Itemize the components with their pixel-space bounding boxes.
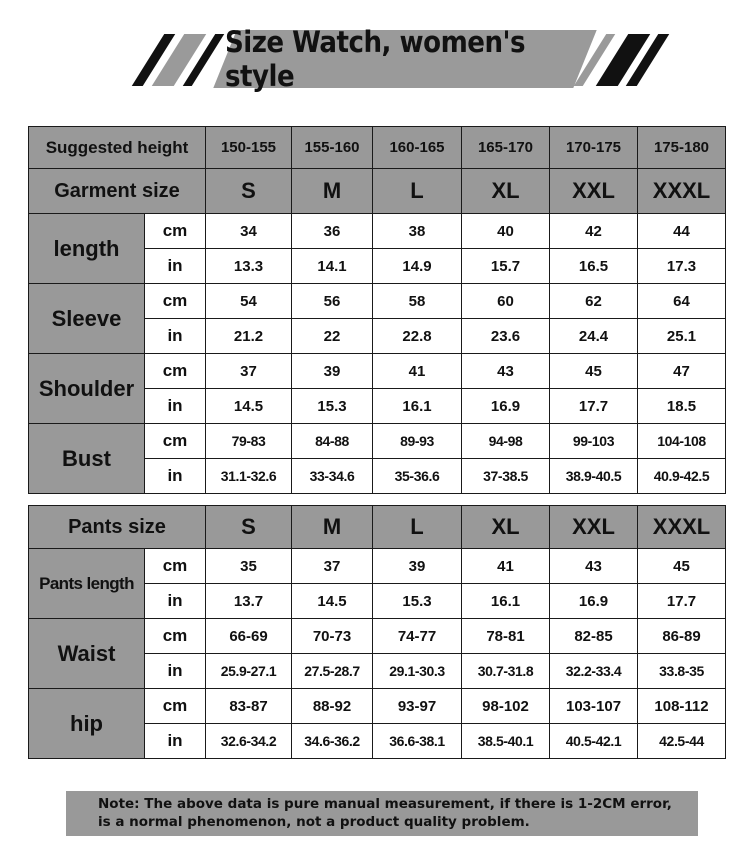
value-cell-cm: 79-83 <box>206 424 292 459</box>
value-cell-in: 34.6-36.2 <box>292 724 373 759</box>
value-cell-cm: 41 <box>462 549 550 584</box>
height-cell: 155-160 <box>292 127 373 169</box>
value-cell-in: 37-38.5 <box>462 459 550 494</box>
size-cell: XXXL <box>638 506 726 549</box>
value-cell-cm: 43 <box>550 549 638 584</box>
value-cell-cm: 108-112 <box>638 689 726 724</box>
value-cell-in: 16.1 <box>373 389 462 424</box>
size-cell: XL <box>462 506 550 549</box>
unit-label-cm: cm <box>145 549 206 584</box>
size-cell: L <box>373 169 462 214</box>
value-cell-cm: 44 <box>638 214 726 249</box>
value-cell-in: 17.7 <box>550 389 638 424</box>
measurement-row-cm <box>29 549 726 584</box>
value-cell-cm: 93-97 <box>373 689 462 724</box>
value-cell-cm: 58 <box>373 284 462 319</box>
header-banner <box>0 0 750 100</box>
value-cell-cm: 86-89 <box>638 619 726 654</box>
category-label: Bust <box>29 424 145 494</box>
value-cell-cm: 84-88 <box>292 424 373 459</box>
value-cell-in: 42.5-44 <box>638 724 726 759</box>
value-cell-cm: 83-87 <box>206 689 292 724</box>
unit-label-cm: cm <box>145 214 206 249</box>
value-cell-in: 13.3 <box>206 249 292 284</box>
value-cell-in: 18.5 <box>638 389 726 424</box>
value-cell-in: 16.9 <box>550 584 638 619</box>
size-cell: M <box>292 506 373 549</box>
unit-label-cm: cm <box>145 619 206 654</box>
value-cell-in: 33.8-35 <box>638 654 726 689</box>
value-cell-cm: 60 <box>462 284 550 319</box>
unit-label-in: in <box>145 724 206 759</box>
value-cell-in: 21.2 <box>206 319 292 354</box>
value-cell-cm: 94-98 <box>462 424 550 459</box>
value-cell-cm: 37 <box>292 549 373 584</box>
value-cell-cm: 36 <box>292 214 373 249</box>
suggested-height-label: Suggested height <box>29 127 206 169</box>
size-cell: XXXL <box>638 169 726 214</box>
value-cell-in: 27.5-28.7 <box>292 654 373 689</box>
value-cell-in: 15.7 <box>462 249 550 284</box>
value-cell-cm: 39 <box>292 354 373 389</box>
value-cell-in: 38.5-40.1 <box>462 724 550 759</box>
value-cell-cm: 42 <box>550 214 638 249</box>
value-cell-in: 23.6 <box>462 319 550 354</box>
value-cell-cm: 41 <box>373 354 462 389</box>
unit-label-in: in <box>145 459 206 494</box>
height-cell: 150-155 <box>206 127 292 169</box>
pants-size-table <box>28 505 726 759</box>
size-cell: S <box>206 506 292 549</box>
value-cell-cm: 64 <box>638 284 726 319</box>
value-cell-cm: 104-108 <box>638 424 726 459</box>
measurement-row-cm <box>29 214 726 249</box>
value-cell-cm: 70-73 <box>292 619 373 654</box>
measurement-row-cm <box>29 619 726 654</box>
category-label: Waist <box>29 619 145 689</box>
value-cell-cm: 35 <box>206 549 292 584</box>
page-title: Size Watch, women's style <box>225 25 526 93</box>
value-cell-in: 15.3 <box>292 389 373 424</box>
value-cell-cm: 78-81 <box>462 619 550 654</box>
value-cell-in: 14.5 <box>292 584 373 619</box>
value-cell-cm: 89-93 <box>373 424 462 459</box>
unit-label-in: in <box>145 654 206 689</box>
value-cell-cm: 82-85 <box>550 619 638 654</box>
value-cell-cm: 54 <box>206 284 292 319</box>
value-cell-in: 14.9 <box>373 249 462 284</box>
suggested-height-row <box>29 127 726 169</box>
value-cell-cm: 99-103 <box>550 424 638 459</box>
size-cell: XXL <box>550 169 638 214</box>
value-cell-cm: 38 <box>373 214 462 249</box>
unit-label-cm: cm <box>145 689 206 724</box>
measurement-row-cm <box>29 354 726 389</box>
value-cell-in: 17.7 <box>638 584 726 619</box>
value-cell-cm: 34 <box>206 214 292 249</box>
value-cell-cm: 62 <box>550 284 638 319</box>
garment-size-table <box>28 126 726 494</box>
value-cell-in: 16.5 <box>550 249 638 284</box>
value-cell-in: 13.7 <box>206 584 292 619</box>
category-label: Pants length <box>29 549 145 619</box>
value-cell-cm: 37 <box>206 354 292 389</box>
value-cell-cm: 39 <box>373 549 462 584</box>
value-cell-in: 40.9-42.5 <box>638 459 726 494</box>
measurement-row-cm <box>29 424 726 459</box>
value-cell-cm: 103-107 <box>550 689 638 724</box>
value-cell-cm: 56 <box>292 284 373 319</box>
value-cell-cm: 98-102 <box>462 689 550 724</box>
unit-label-cm: cm <box>145 424 206 459</box>
value-cell-in: 25.9-27.1 <box>206 654 292 689</box>
value-cell-in: 15.3 <box>373 584 462 619</box>
value-cell-cm: 74-77 <box>373 619 462 654</box>
bottom-table-body <box>29 549 726 759</box>
value-cell-in: 22 <box>292 319 373 354</box>
disclaimer-note <box>66 791 698 836</box>
value-cell-in: 32.6-34.2 <box>206 724 292 759</box>
value-cell-in: 30.7-31.8 <box>462 654 550 689</box>
unit-label-in: in <box>145 249 206 284</box>
size-cell: XXL <box>550 506 638 549</box>
measurement-row-cm <box>29 284 726 319</box>
height-cell: 175-180 <box>638 127 726 169</box>
value-cell-in: 14.5 <box>206 389 292 424</box>
value-cell-in: 29.1-30.3 <box>373 654 462 689</box>
value-cell-in: 24.4 <box>550 319 638 354</box>
measurement-row-cm <box>29 689 726 724</box>
value-cell-in: 31.1-32.6 <box>206 459 292 494</box>
value-cell-cm: 88-92 <box>292 689 373 724</box>
value-cell-in: 22.8 <box>373 319 462 354</box>
height-cell: 165-170 <box>462 127 550 169</box>
garment-size-label: Garment size <box>29 169 206 214</box>
value-cell-in: 32.2-33.4 <box>550 654 638 689</box>
height-cell: 170-175 <box>550 127 638 169</box>
unit-label-cm: cm <box>145 354 206 389</box>
category-label: hip <box>29 689 145 759</box>
value-cell-in: 40.5-42.1 <box>550 724 638 759</box>
top-table-body <box>29 214 726 494</box>
value-cell-in: 35-36.6 <box>373 459 462 494</box>
height-cell: 160-165 <box>373 127 462 169</box>
value-cell-cm: 45 <box>550 354 638 389</box>
category-label: Shoulder <box>29 354 145 424</box>
value-cell-in: 14.1 <box>292 249 373 284</box>
value-cell-cm: 66-69 <box>206 619 292 654</box>
size-cell: S <box>206 169 292 214</box>
unit-label-cm: cm <box>145 284 206 319</box>
value-cell-cm: 40 <box>462 214 550 249</box>
unit-label-in: in <box>145 584 206 619</box>
value-cell-in: 33-34.6 <box>292 459 373 494</box>
value-cell-in: 17.3 <box>638 249 726 284</box>
unit-label-in: in <box>145 389 206 424</box>
value-cell-in: 38.9-40.5 <box>550 459 638 494</box>
note-line-2: is a normal phenomenon, not a product quality problem. <box>98 814 530 830</box>
value-cell-cm: 43 <box>462 354 550 389</box>
pants-size-label: Pants size <box>29 506 206 549</box>
value-cell-in: 36.6-38.1 <box>373 724 462 759</box>
value-cell-cm: 45 <box>638 549 726 584</box>
note-line-1: Note: The above data is pure manual measurement, if there is 1-2CM error, <box>98 796 672 812</box>
value-cell-in: 16.1 <box>462 584 550 619</box>
value-cell-in: 25.1 <box>638 319 726 354</box>
garment-size-row <box>29 169 726 214</box>
value-cell-cm: 47 <box>638 354 726 389</box>
size-cell: M <box>292 169 373 214</box>
unit-label-in: in <box>145 319 206 354</box>
category-label: length <box>29 214 145 284</box>
size-cell: L <box>373 506 462 549</box>
pants-size-row <box>29 506 726 549</box>
size-cell: XL <box>462 169 550 214</box>
value-cell-in: 16.9 <box>462 389 550 424</box>
category-label: Sleeve <box>29 284 145 354</box>
